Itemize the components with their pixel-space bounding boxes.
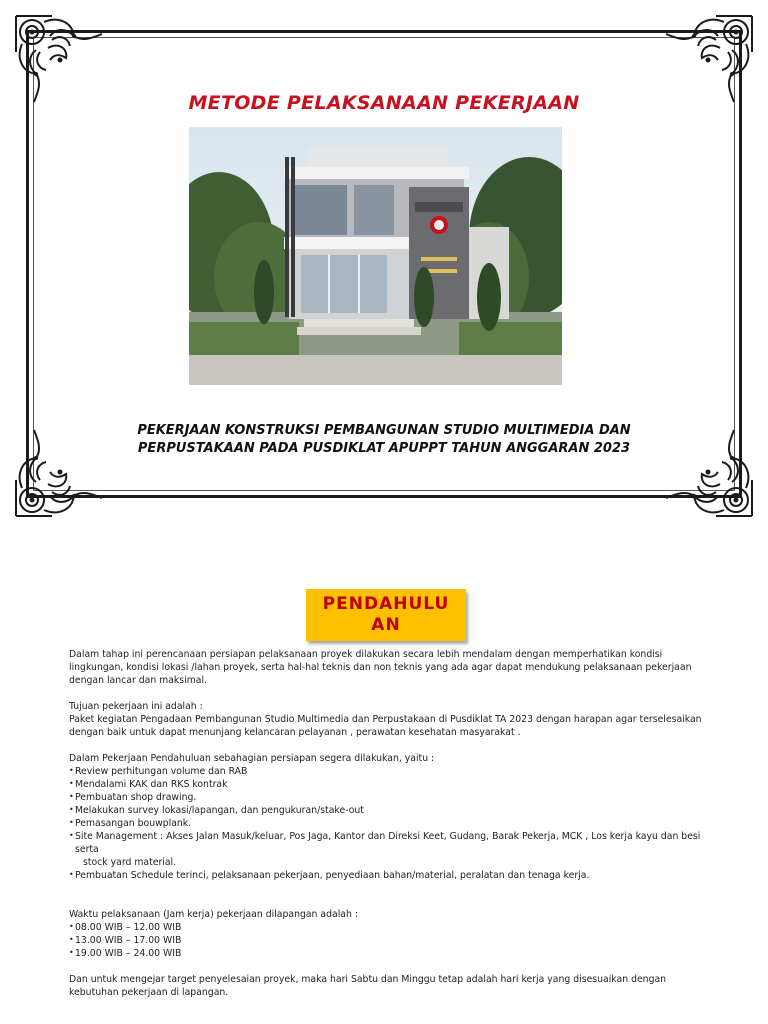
section-body (69, 648, 703, 999)
hours-label: Waktu pelaksanaan (Jam kerja) pekerjaan dilapangan adalah : (69, 909, 358, 920)
list-item: • Mendalami KAK dan RKS kontrak (69, 778, 703, 791)
purpose-label: Tujuan pekerjaan ini adalah : (69, 701, 203, 712)
cover-subtitle (90, 422, 678, 458)
intro-paragraph: Dalam tahap ini perencanaan persiapan pelaksanaan proyek dilakukan secara lebih mendalam dengan memperhatikan kondisi lingkungan, kondisi lokasi /lahan proyek, serta hal-hal teknis dan non teknis yang ada agar dapat mendukung pelaksanaan pekerjaan dengan lancar dan maksimal. (69, 649, 692, 686)
list-item: • Melakukan survey lokasi/lapangan, dan pengukuran/stake-out (69, 804, 703, 817)
prep-label: Dalam Pekerjaan Pendahuluan sebahagian persiapan segera dilakukan, yaitu : (69, 753, 435, 764)
list-item: • 19.00 WIB – 24.00 WIB (69, 947, 703, 960)
closing-paragraph: Dan untuk mengejar target penyelesaian proyek, maka hari Sabtu dan Minggu tetap adalah hari kerja yang disesuaikan dengan kebutuhan pekerjaan di lapangan. (69, 974, 667, 998)
list-item: • Pemasangan bouwplank. (69, 817, 703, 830)
section-heading-badge (306, 589, 466, 641)
section-heading-line1: PENDAHULU (322, 594, 450, 614)
cover-subtitle-line1: PEKERJAAN KONSTRUKSI PEMBANGUNAN STUDIO MULTIMEDIA DAN (137, 423, 631, 438)
list-item: • Pembuatan Schedule terinci, pelaksanaan pekerjaan, penyediaan bahan/material, peralatan dan tenaga kerja. (69, 869, 703, 882)
list-item: • Review perhitungan volume dan RAB (69, 765, 703, 778)
cover-title: METODE PELAKSANAAN PEKERJAAN (188, 92, 580, 114)
cover-subtitle-line2: PERPUSTAKAAN PADA PUSDIKLAT APUPPT TAHUN ANGGARAN 2023 (137, 441, 631, 456)
building-rendering-image (189, 127, 562, 385)
list-item: • Site Management : Akses Jalan Masuk/keluar, Pos Jaga, Kantor dan Direksi Keet, Gudang, Barak Pekerja, MCK , Los kerja kayu dan besi serta (69, 830, 703, 856)
list-item: • 13.00 WIB – 17.00 WIB (69, 934, 703, 947)
list-item-continuation: stock yard material. (83, 857, 177, 868)
section-heading-line2: AN (371, 615, 401, 635)
purpose-paragraph: Paket kegiatan Pengadaan Pembangunan Studio Multimedia dan Perpustakaan di Pusdiklat TA 2023 dengan harapan agar terselesaikan dengan baik untuk dapat menunjang kelancaran pelayanan , perawatan kesehatan masyarakat . (69, 714, 702, 738)
list-item: • Pembuatan shop drawing. (69, 791, 703, 804)
list-item: • 08.00 WIB – 12.00 WIB (69, 921, 703, 934)
